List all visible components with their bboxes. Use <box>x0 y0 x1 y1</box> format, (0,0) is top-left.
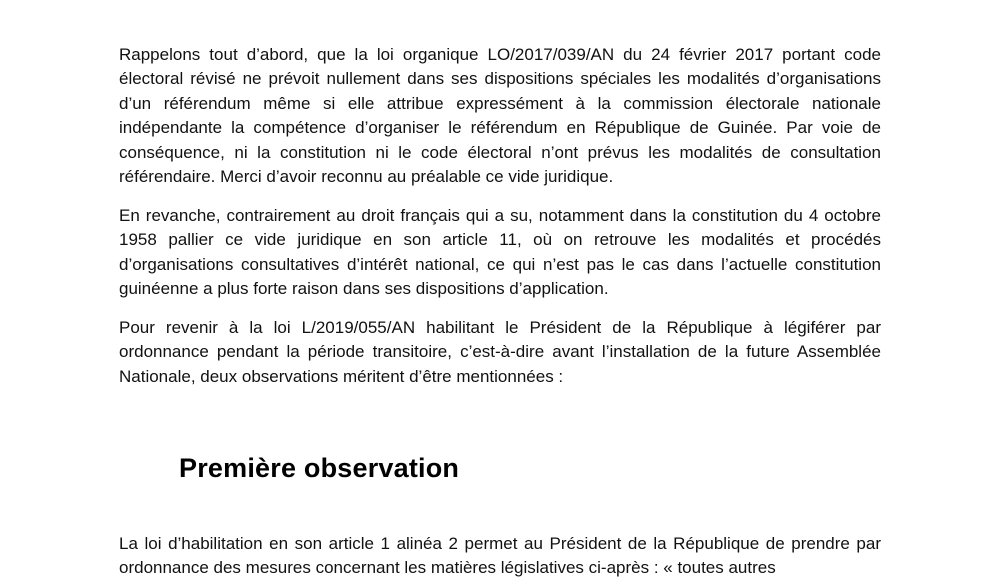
section-heading-first-observation: Première observation <box>179 453 460 483</box>
paragraph-referendum-legal-void: Rappelons tout d’abord, que la loi organique LO/2017/039/AN du 24 février 2017 portant code électoral révisé ne prévoit nullement dans ses dispositions spéciales les modalités d’organisations d’un référendum même si elle attribue expressément à la commission électorale nationale indépendante la compétence d’organiser le référendum en République de Guinée. Par voie de conséquence, ni la constitution ni le code électoral n’ont prévus les modalités de consultation référendaire. Merci d’avoir reconnu au préalable ce vide juridique. <box>119 45 881 187</box>
paragraph-enabling-law: Pour revenir à la loi L/2019/055/AN habilitant le Président de la République à légiférer par ordonnance pendant la période transitoire, c’est-à-dire avant l’installation de la future Assemblée Nationale, deux observations méritent d’être mentionnées : <box>119 318 881 386</box>
paragraph-enabling-law-article-1: La loi d’habilitation en son article 1 alinéa 2 permet au Président de la République de prendre par ordonnance des mesures concernant les matières législatives ci-après : « toutes autres <box>119 534 881 578</box>
paragraph-french-law-comparison: En revanche, contrairement au droit français qui a su, notamment dans la constitution du 4 octobre 1958 pallier ce vide juridique en son article 11, où on retrouve les modalités et procédés d’organisations consultatives d’intérêt national, ce qui n’est pas le cas dans l’actuelle constitution guinéenne a plus forte raison dans ses dispositions d’application. <box>119 206 881 299</box>
